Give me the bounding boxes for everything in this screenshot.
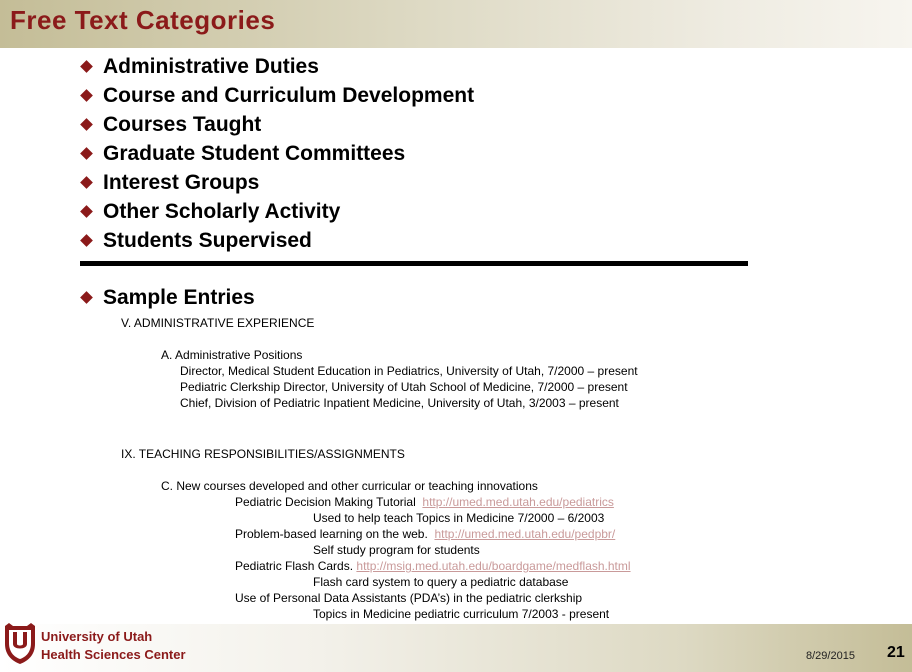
slide-date: 8/29/2015 <box>806 650 855 662</box>
sample-entries-heading: Sample Entries <box>80 283 255 312</box>
org-name-line2: Health Sciences Center <box>41 647 186 662</box>
innovation-description: Flash card system to query a pediatric database <box>313 575 569 589</box>
category-item: Courses Taught <box>80 110 474 139</box>
org-name-line1: University of Utah <box>41 629 153 644</box>
position-entry: Pediatric Clerkship Director, University of Utah School of Medicine, 7/2000 – present <box>180 380 628 394</box>
position-entry: Director, Medical Student Education in Pediatrics, University of Utah, 7/2000 – present <box>180 364 638 378</box>
diamond-bullet-icon <box>80 176 93 189</box>
innovation-entry: Use of Personal Data Assistants (PDA’s) in the pediatric clerkship <box>235 591 583 605</box>
innovation-description: Used to help teach Topics in Medicine 7/2000 – 6/2003 <box>313 511 605 525</box>
category-item: Course and Curriculum Development <box>80 81 474 110</box>
category-item: Students Supervised <box>80 226 474 255</box>
category-item: Interest Groups <box>80 168 474 197</box>
slide-title: Free Text Categories <box>10 5 276 35</box>
page-number: 21 <box>887 644 905 661</box>
diamond-bullet-icon <box>80 234 93 247</box>
section-heading: IX. TEACHING RESPONSIBILITIES/ASSIGNMENTS <box>121 447 405 461</box>
diamond-bullet-icon <box>80 60 93 73</box>
section-heading: V. ADMINISTRATIVE EXPERIENCE <box>121 316 315 330</box>
innovation-entry: Pediatric Decision Making Tutorial http://umed.med.utah.edu/pediatrics <box>235 495 614 509</box>
medflash-link[interactable]: http://msig.med.utah.edu/boardgame/medflash.html <box>356 559 631 573</box>
pediatrics-link[interactable]: http://umed.med.utah.edu/pediatrics <box>422 495 614 509</box>
diamond-bullet-icon <box>80 205 93 218</box>
innovation-description: Topics in Medicine pediatric curriculum 7/2003 - present <box>313 607 610 621</box>
subsection-heading: C. New courses developed and other curricular or teaching innovations <box>161 479 538 493</box>
innovation-entry: Pediatric Flash Cards. http://msig.med.utah.edu/boardgame/medflash.html <box>235 559 631 573</box>
category-item: Administrative Duties <box>80 52 474 81</box>
pedpbr-link[interactable]: http://umed.med.utah.edu/pedpbr/ <box>434 527 616 541</box>
diamond-bullet-icon <box>80 291 93 304</box>
position-entry: Chief, Division of Pediatric Inpatient Medicine, University of Utah, 3/2003 – present <box>180 396 619 410</box>
diamond-bullet-icon <box>80 118 93 131</box>
university-logo-icon <box>2 622 38 666</box>
category-list <box>80 52 474 255</box>
category-item: Other Scholarly Activity <box>80 197 474 226</box>
diamond-bullet-icon <box>80 147 93 160</box>
innovation-description: Self study program for students <box>313 543 480 557</box>
diamond-bullet-icon <box>80 89 93 102</box>
innovation-entry: Problem-based learning on the web. http://umed.med.utah.edu/pedpbr/ <box>235 527 616 541</box>
category-item: Graduate Student Committees <box>80 139 474 168</box>
subsection-heading: A. Administrative Positions <box>161 348 303 362</box>
divider-rule <box>80 261 748 266</box>
